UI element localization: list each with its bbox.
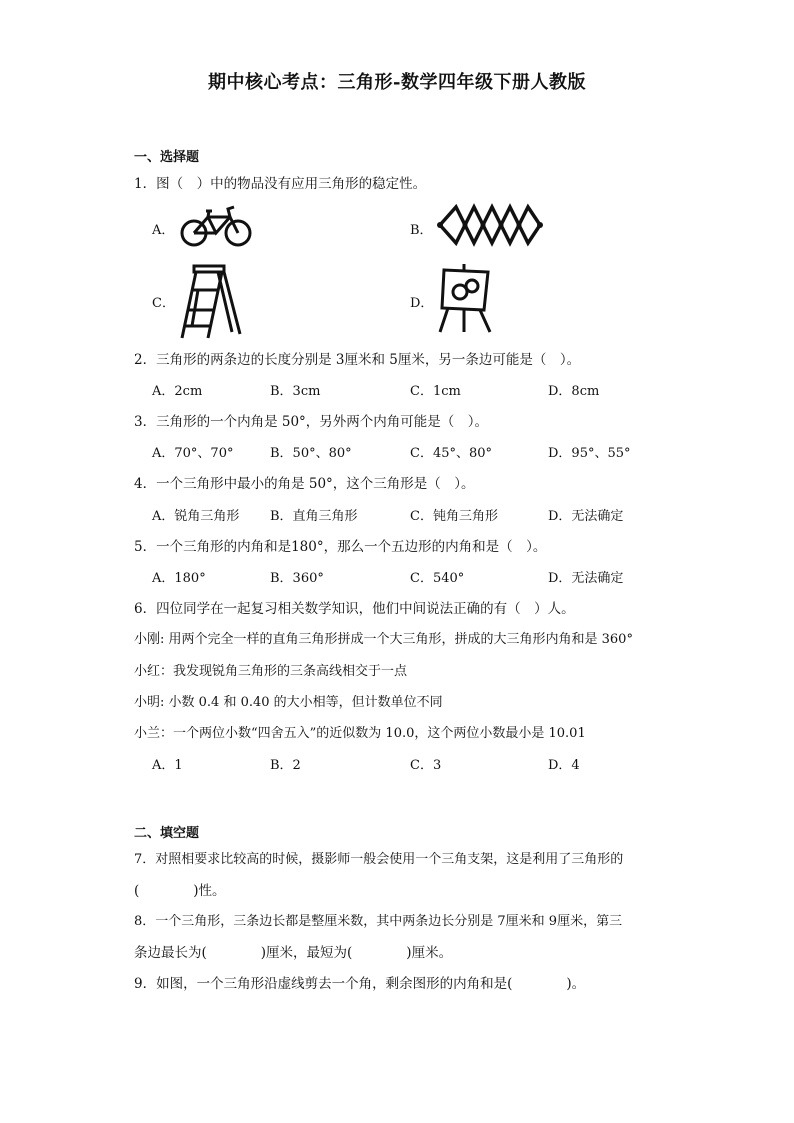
question-7-line-1: 7．对照相要求比较高的时候，摄影师一般会使用一个三角支架，这是利用了三角形的	[134, 852, 624, 867]
q5-option-a: A．180°	[152, 571, 206, 586]
bicycle-icon	[178, 203, 254, 249]
question-7-line-2: ( )性。	[134, 883, 226, 899]
question-6-stem: 6．四位同学在一起复习相关数学知识，他们中间说法正确的有（ ）人。	[134, 601, 575, 617]
q3-option-c: C．45°、80°	[410, 446, 493, 461]
question-8-line-2: 条边最长为( )厘米，最短为( )厘米。	[134, 945, 453, 961]
question-3-stem: 3．三角形的一个内角是 50°，另外两个内角可能是（ ）。	[134, 414, 489, 430]
q6-statement: 小明: 小数 0.4 和 0.40 的大小相等，但计数单位不同	[134, 695, 443, 710]
question-8-line-1: 8．一个三角形，三条边长都是整厘米数，其中两条边长分别是 7厘米和 9厘米，第三	[134, 914, 623, 929]
q6-statement: 小兰：一个两位小数“四舍五入”的近似数为 10.0，这个两位小数最小是 10.01	[134, 726, 586, 741]
q5-option-c: C．540°	[410, 571, 465, 586]
q4-option-b: B．直角三角形	[270, 509, 358, 524]
easel-icon	[434, 262, 496, 334]
question-5-stem: 5．一个三角形的内角和是180°，那么一个五边形的内角和是（ ）。	[134, 539, 547, 555]
q1-option-b-label: B．	[410, 223, 433, 238]
q1-option-d-label: D．	[410, 296, 434, 311]
q2-option-b: B．3cm	[270, 384, 321, 399]
q3-option-b: B．50°、80°	[270, 446, 352, 461]
q1-option-a-label: A．	[152, 223, 175, 238]
q6-statement: 小刚: 用两个完全一样的直角三角形拼成一个大三角形，拼成的大三角形内角和是 360°	[134, 632, 633, 647]
q3-option-d: D．95°、55°	[548, 446, 631, 461]
section-heading-fill-in: 二、填空题	[134, 826, 200, 841]
q5-option-b: B．360°	[270, 571, 324, 586]
q1-option-c-label: C．	[152, 296, 175, 311]
q5-option-d: D．无法确定	[548, 571, 624, 586]
question-9-line-1: 9．如图，一个三角形沿虚线剪去一个角，剩余图形的内角和是( )。	[134, 976, 586, 992]
step-ladder-icon	[178, 262, 244, 340]
q6-option-c: C．3	[410, 758, 442, 773]
question-2-stem: 2．三角形的两条边的长度分别是 3厘米和 5厘米，另一条边可能是（ ）。	[134, 352, 581, 368]
q2-option-c: C．1cm	[410, 384, 461, 399]
q6-option-b: B．2	[270, 758, 301, 773]
question-4-stem: 4．一个三角形中最小的角是 50°，这个三角形是（ ）。	[134, 476, 475, 492]
question-1-stem: 1．图（ ）中的物品没有应用三角形的稳定性。	[134, 176, 427, 192]
q4-option-a: A．锐角三角形	[152, 509, 240, 524]
q6-statement: 小红：我发现锐角三角形的三条高线相交于一点	[134, 664, 408, 679]
expandable-lattice-icon	[436, 203, 544, 249]
section-heading-choice: 一、选择题	[134, 150, 200, 165]
q2-option-a: A．2cm	[152, 384, 203, 399]
q3-option-a: A．70°、70°	[152, 446, 234, 461]
q2-option-d: D．8cm	[548, 384, 600, 399]
q4-option-d: D．无法确定	[548, 509, 624, 524]
q6-option-d: D．4	[548, 758, 580, 773]
q4-option-c: C．钝角三角形	[410, 509, 498, 524]
page-title: 期中核心考点：三角形-数学四年级下册人教版	[208, 72, 586, 93]
q6-option-a: A．1	[152, 758, 183, 773]
